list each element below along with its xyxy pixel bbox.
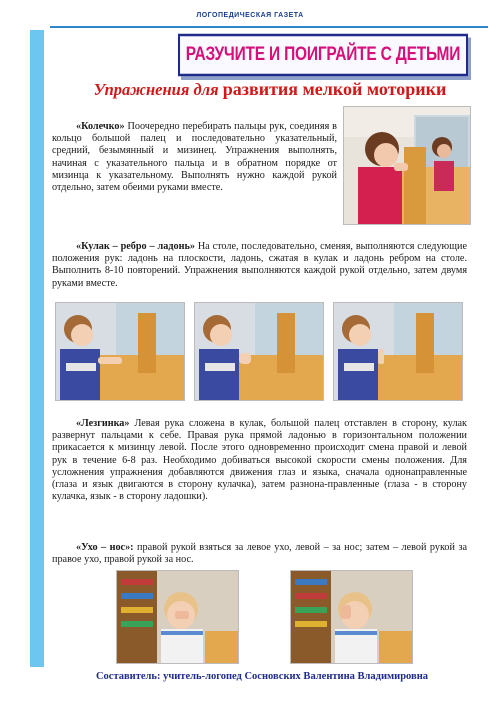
header-divider	[50, 26, 488, 28]
exercise-fist-edge-palm-text: На столе, последовательно, сменяя, выполняются следующие положения рук: ладонь на плоскости, ладонь, сжатая в кулак и ладонь ребром на столе. Выполнить 8-10 повторений. Упражнения выполняются каждой рукой отдельно, затем двумя руками вместе.	[52, 241, 467, 289]
photo-boy-edge-position	[333, 302, 463, 401]
photo-boy-ear-nose-2	[290, 570, 413, 664]
photo-boy-palm-position	[55, 302, 185, 401]
exercise-ring-name: «Колечко»	[76, 121, 125, 132]
exercise-ring-text: Поочередно перебирать пальцы рук, соединяя в кольцо большой палец и последовательно указательный, средний, безымянный и мизинец. Упражнения выполнять, начиная с указательного пальца и в обратном порядке от мизинца к указательному. Выполнять нужно каждой рукой отдельно, затем обеими руками вместе.	[52, 121, 337, 194]
author-footer: Составитель: учитель-логопед Сосновских Валентина Владимировна	[95, 671, 429, 682]
article-title-part2: развития мелкой моторики	[222, 79, 447, 99]
exercise-fist-edge-palm-name: «Кулак – ребро – ладонь»	[76, 241, 195, 252]
exercise-ear-nose-text: правой рукой взяться за левое ухо, левой – за нос; затем – левой рукой за правое ухо, правой рукой за нос.	[52, 542, 467, 566]
exercise-lezginka-text: Левая рука сложена в кулак, большой палец отставлен в сторону, кулак развернут пальцами к себе. Правая рука прямой ладонью в горизонтальном положении прикасается к мизинцу левой. После этого одновременно происходит смена правой и левой рук в течение 6-8 раз. Необходимо добиваться высокой скорости смены положения. Для усложнения упражнения добавляются движения глаз и языка, сначала однонаправленные (глаза и язык двигаются в сторону кулачка), затем разнона-правленные (глаза - в сторону кулачка, язык - в сторону ладошки).	[52, 418, 467, 503]
exercise-ear-nose-paragraph	[52, 542, 467, 566]
exercise-fist-edge-palm-paragraph	[52, 241, 467, 290]
exercise-lezginka-name: «Лезгинка»	[76, 418, 130, 429]
exercise-ring-paragraph	[52, 121, 337, 194]
exercise-lezginka-paragraph	[52, 418, 467, 503]
photo-boy-ear-nose-1	[116, 570, 239, 664]
photo-boy-fist-position	[194, 302, 324, 401]
exercise-ear-nose-name: «Ухо – нос»:	[76, 542, 134, 553]
section-banner: РАЗУЧИТЕ И ПОИГРАЙТЕ С ДЕТЬМИ	[178, 34, 468, 77]
article-title-part1: Упражнения для	[93, 80, 223, 99]
photo-girl-ring-exercise	[343, 106, 471, 225]
article-title	[50, 79, 490, 100]
decorative-side-bar	[30, 30, 44, 667]
newspaper-header-title: ЛОГОПЕДИЧЕСКАЯ ГАЗЕТА	[196, 12, 304, 19]
